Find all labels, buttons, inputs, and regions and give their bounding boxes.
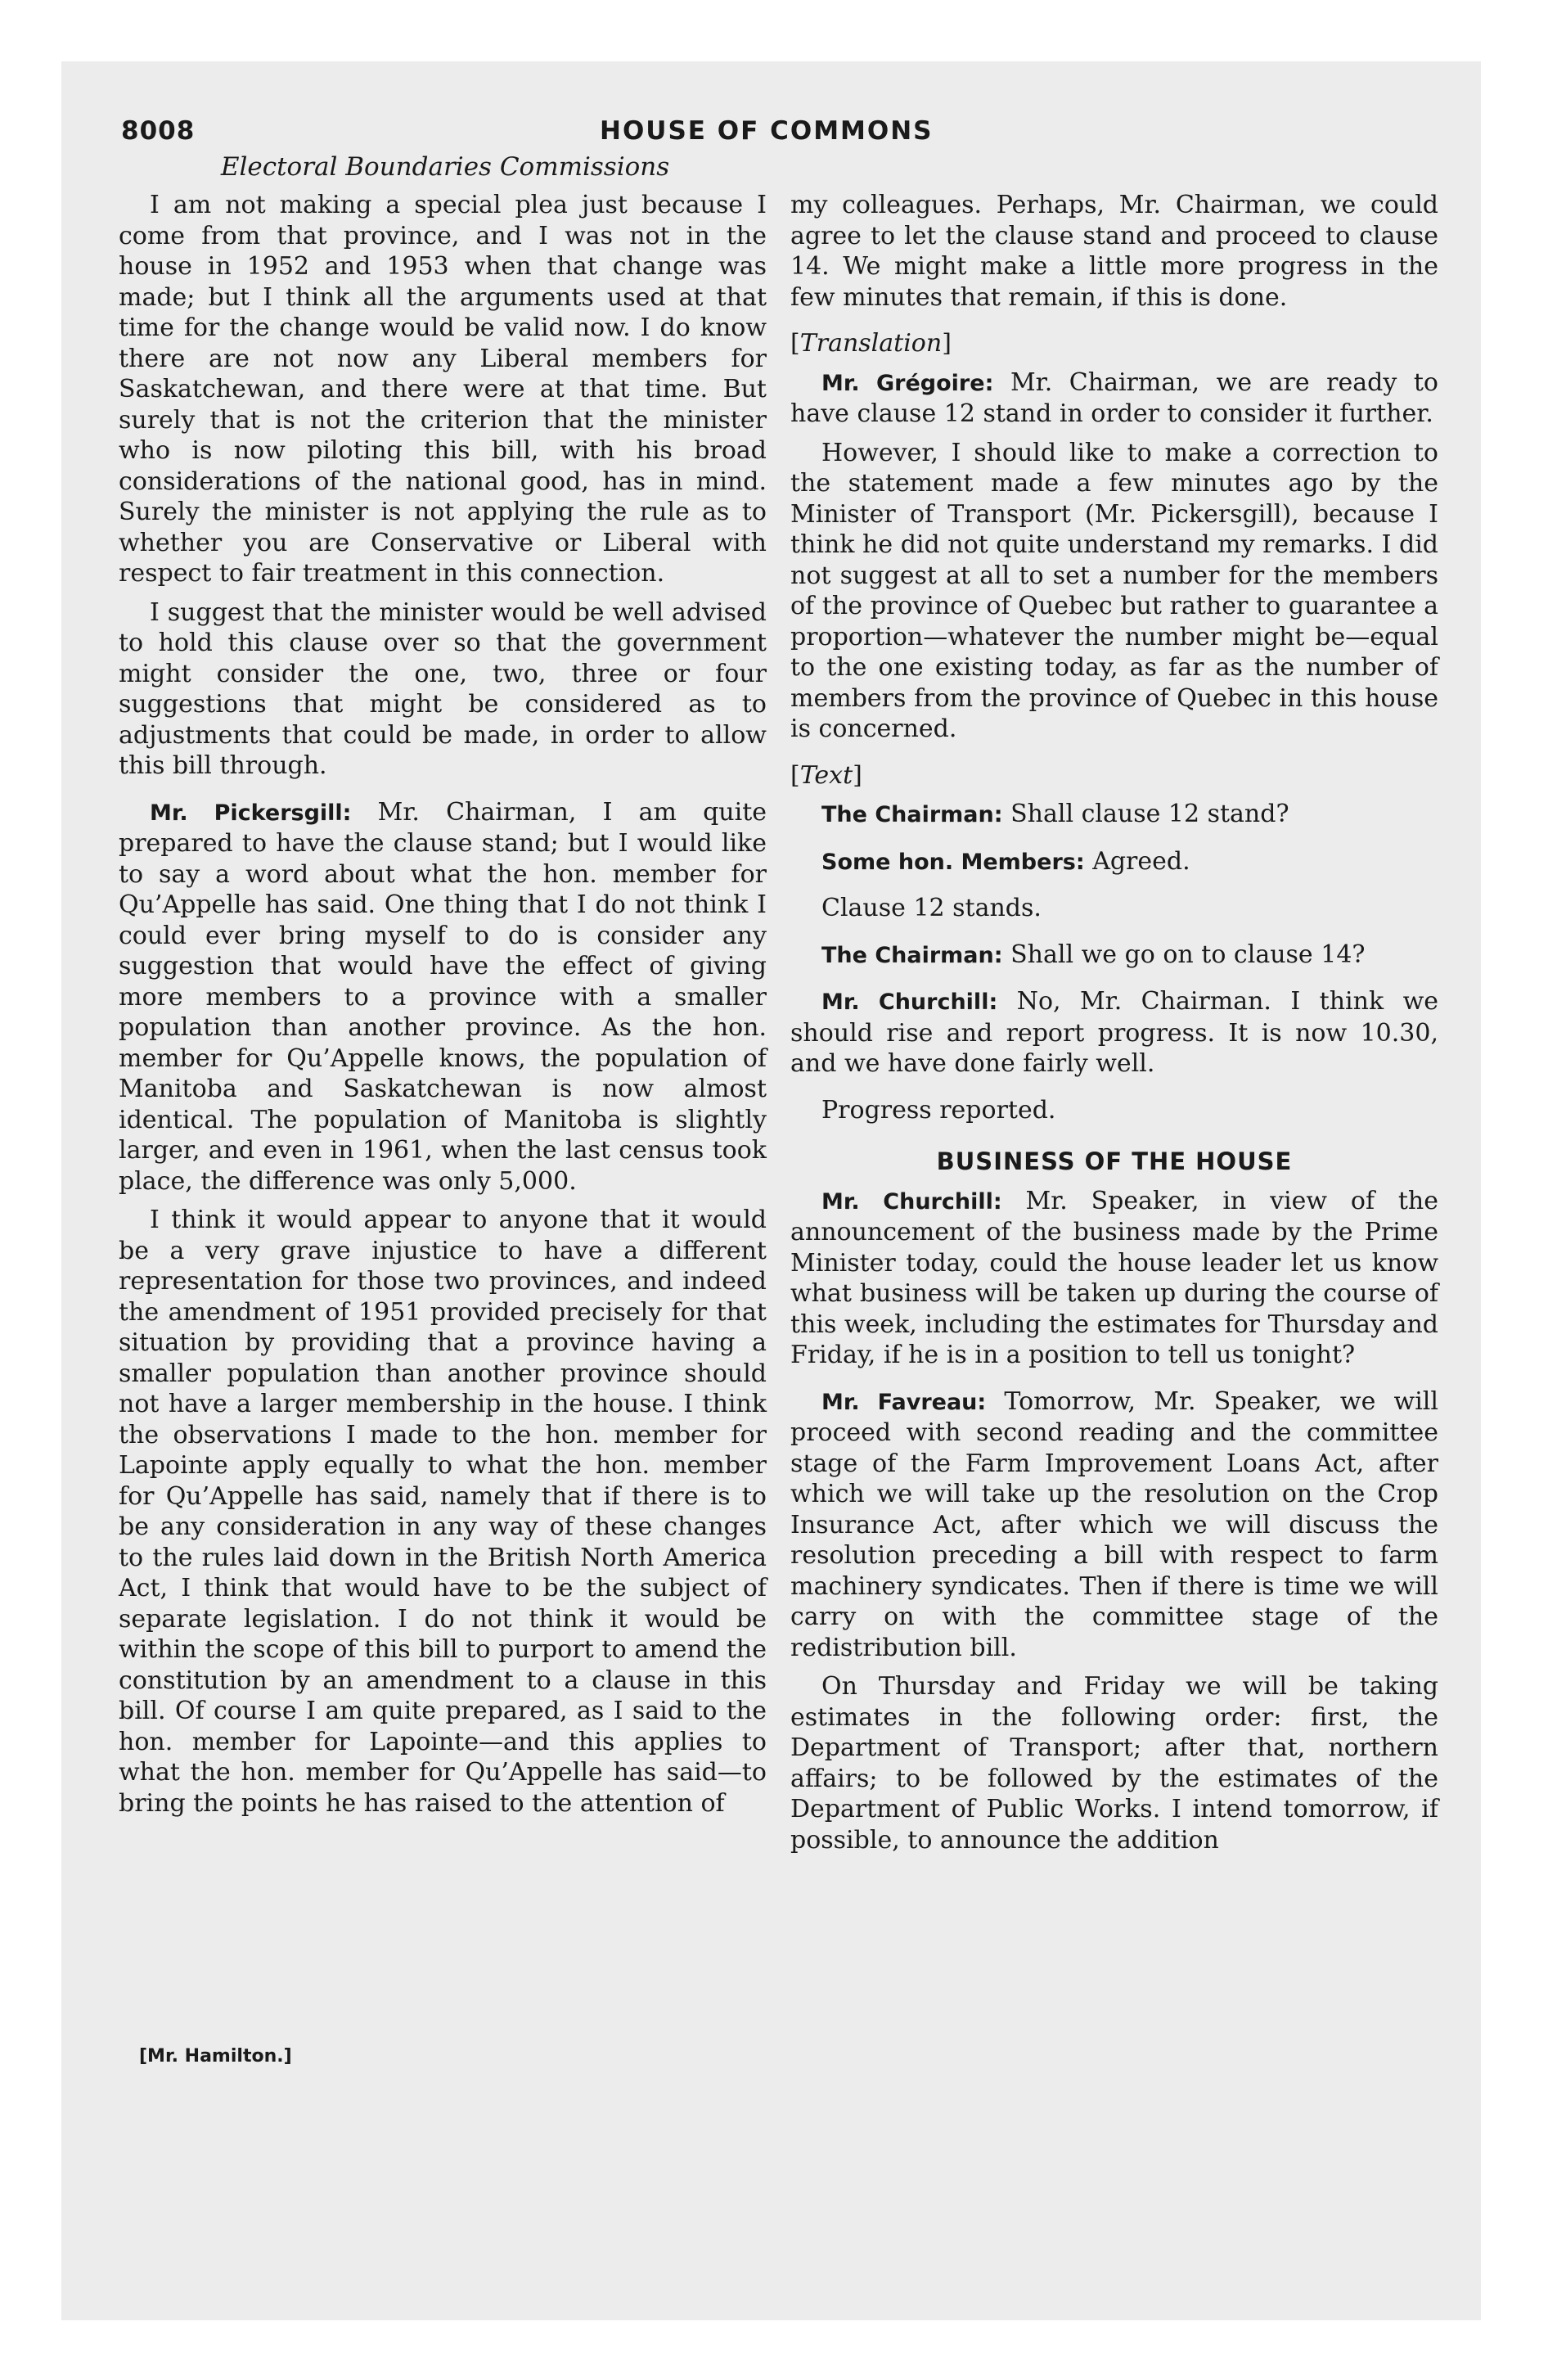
speech-text: Shall we go on to clause 14?	[1010, 940, 1366, 969]
speaker-name: Some hon. Members:	[821, 849, 1085, 875]
paragraph: On Thursday and Friday we will be taking estimates in the following order: first, the Department of Transport; after that, northern affairs; to be followed by the estimates of the Department of Public Works. I intend tomorrow, if possible, to announce the addition	[790, 1672, 1438, 1855]
left-column	[119, 190, 767, 1819]
paragraph: I am not making a special plea just because I come from that province, and I was not in the house in 1952 and 1953 when that change was made; but I think all the arguments used at that time for the change would be valid now. I do know there are not now any Liberal members for Saskatchewan, and there were at that time. But surely that is not the criterion that the minister who is now piloting this bill, with his broad considerations of the national good, has in mind. Surely the minister is not applying the rule as to whether you are Conservative or Liberal with respect to fair treatment in this connection.	[119, 191, 767, 588]
paragraph: I think it would appear to anyone that it would be a very grave injustice to have a different representation for those two provinces, and indeed the amendment of 1951 provided precisely for that situation by providing that a province having a smaller population than another province should not have a larger membership in the house. I think the observations I made to the hon. member for Lapointe apply equally to what the hon. member for Qu’Appelle has said, namely that if there is to be any consideration in any way of these changes to the rules laid down in the British North America Act, I think that would have to be the subject of separate legislation. I do not think it would be within the scope of this bill to purport to amend the constitution by an amendment to a clause in this bill. Of course I am quite prepared, as I said to the hon. member for Lapointe—and this applies to what the hon. member for Qu’Appelle has said—to bring the points he has raised to the attention of	[119, 1206, 767, 1818]
speaker-name: Mr. Churchill:	[821, 1188, 1002, 1215]
page-header	[121, 116, 1451, 157]
paragraph: However, I should like to make a correction to the statement made a few minutes ago by the Minister of Transport (Mr. Pickersgill), because I think he did not quite understand my remarks. I did not suggest at all to set a number for the members of the province of Quebec but rather to guarantee a proportion—whatever the number might be—equal to the one existing today, as far as the number of members from the province of Quebec in this house is concerned.	[790, 438, 1438, 743]
speech-text: Mr. Chairman, I am quite prepared to have the clause stand; but I would like to say a word about what the hon. member for Qu’Appelle has said. One thing that I do not think I could ever bring myself to do is consider any suggestion that would have the effect of giving more members to a province with a smaller population than another province. As the hon. member for Qu’Appelle knows, the population of Manitoba and Saskatchewan is now almost identical. The population of Manitoba is slightly larger, and even in 1961, when the last census took place, the difference was only 5,000.	[119, 797, 767, 1196]
speech-paragraph	[790, 799, 1438, 831]
subject-heading: Electoral Boundaries Commissions	[220, 152, 670, 182]
speech-paragraph	[790, 1186, 1438, 1371]
paragraph: I suggest that the minister would be well advised to hold this clause over so that the government might consider the one, two, three or four suggestions that might be considered as to adjustments that could be made, in order to allow this bill through.	[119, 597, 767, 780]
speech-paragraph	[790, 986, 1438, 1080]
speech-paragraph	[790, 846, 1438, 878]
speech-paragraph	[790, 940, 1438, 971]
speech-text: Shall clause 12 stand?	[1010, 800, 1289, 828]
text-tag: [Text]	[790, 760, 862, 790]
speech-text: Agreed.	[1092, 846, 1190, 876]
speech-text: Mr. Speaker, in view of the announcement of the business made by the Prime Minister today, could the house leader let us know what business will be taken up during the course of this week, including the estimates for Thursday and Friday, if he is in a position to tell us tonight?	[790, 1186, 1439, 1369]
speaker-name: The Chairman:	[821, 802, 1003, 827]
paragraph: my colleagues. Perhaps, Mr. Chairman, we could agree to let the clause stand and proceed to clause 14. We might make a little more progress in the few minutes that remain, if this is done.	[790, 191, 1438, 312]
paragraph: Clause 12 stands.	[821, 894, 1042, 922]
translation-tag: [Translation]	[790, 329, 952, 358]
speaker-name: The Chairman:	[821, 942, 1003, 968]
speech-text: No, Mr. Chairman. I think we should rise and report progress. It is now 10.30, and we have done fairly well.	[790, 987, 1438, 1078]
speech-text: Mr. Chairman, we are ready to have clause 12 stand in order to consider it further.	[790, 367, 1438, 428]
right-column	[790, 190, 1438, 1855]
speaker-name: Mr. Favreau:	[821, 1389, 987, 1415]
paragraph: Progress reported.	[821, 1095, 1056, 1125]
footer-speaker-note: [Mr. Hamilton.]	[139, 2046, 292, 2067]
speaker-name: Mr. Grégoire:	[821, 370, 994, 396]
speech-paragraph	[119, 797, 767, 1197]
speech-paragraph	[790, 367, 1438, 430]
speaker-name: Mr. Pickersgill:	[150, 800, 352, 826]
page-number: 8008	[121, 116, 196, 146]
speaker-name: Mr. Churchill:	[821, 989, 998, 1015]
speech-paragraph	[790, 1386, 1438, 1664]
speech-text: Tomorrow, Mr. Speaker, we will proceed with second reading and the committee stage of the Farm Improvement Loans Act, after which we will take up the resolution on the Crop Insurance Act, after which we will discuss the resolution preceding a bill with respect to farm machinery syndicates. Then if there is time we will carry on with the committee stage of the redistribution bill.	[790, 1386, 1438, 1662]
running-title: HOUSE OF COMMONS	[600, 116, 934, 146]
section-heading: BUSINESS OF THE HOUSE	[936, 1147, 1293, 1175]
